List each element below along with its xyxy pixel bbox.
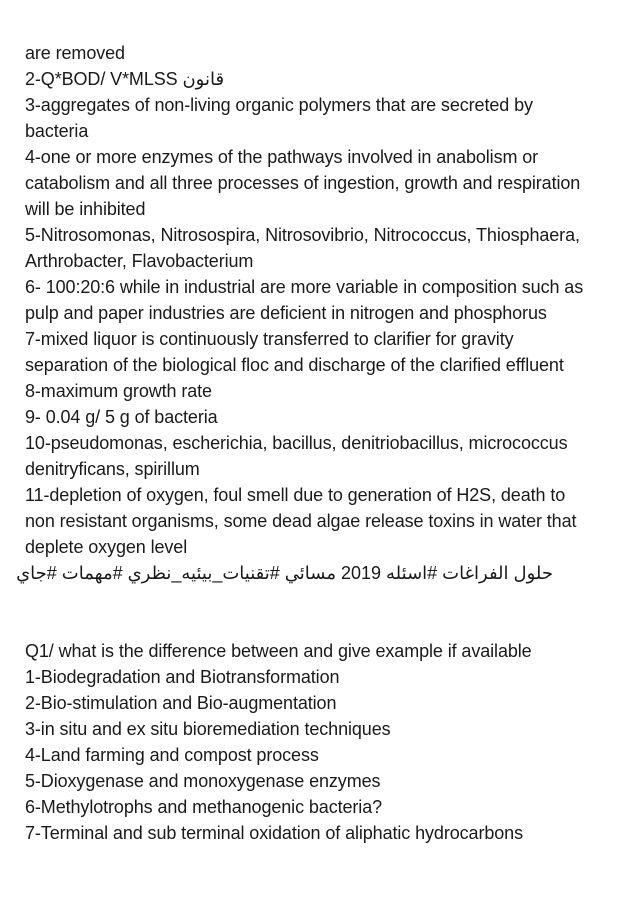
text-line: separation of the biological floc and discharge of the clarified effluent xyxy=(25,355,564,375)
question-item: 1-Biodegradation and Biotransformation xyxy=(25,667,340,687)
text-line: 8-maximum growth rate xyxy=(25,381,212,401)
text-line: 7-mixed liquor is continuously transferred to clarifier for gravity xyxy=(25,329,514,349)
text-line: 6- 100:20:6 while in industrial are more variable in composition such as xyxy=(25,277,584,297)
question-item: 7-Terminal and sub terminal oxidation of aliphatic hydrocarbons xyxy=(25,823,523,843)
question-heading: Q1/ what is the difference between and give example if available xyxy=(25,641,532,661)
text-line: 11-depletion of oxygen, foul smell due to generation of H2S, death to xyxy=(25,485,566,505)
hashtag-line: حلول الفراغات #اسئله 2019 مسائي #تقنيات_بيئيه_نظري #مهمات #جاي xyxy=(16,563,553,583)
text-line: 9- 0.04 g/ 5 g of bacteria xyxy=(25,407,218,427)
question-item: 4-Land farming and compost process xyxy=(25,745,319,765)
document-body xyxy=(16,40,625,846)
question-item: 5-Dioxygenase and monoxygenase enzymes xyxy=(25,771,381,791)
question-item: 6-Methylotrophs and methanogenic bacteria? xyxy=(25,797,383,817)
text-line: catabolism and all three processes of ingestion, growth and respiration xyxy=(25,173,581,193)
text-line: denitryficans, spirillum xyxy=(25,459,200,479)
formula-text: 2-Q*BOD/ V*MLSS xyxy=(25,69,178,89)
text-line: non resistant organisms, some dead algae release toxins in water that xyxy=(25,511,577,531)
text-line: 3-aggregates of non-living organic polymers that are secreted by xyxy=(25,95,533,115)
text-line-formula xyxy=(25,66,625,92)
spacer xyxy=(25,586,625,638)
text-line: will be inhibited xyxy=(25,199,146,219)
arabic-word: قانون xyxy=(182,69,225,89)
text-line: deplete oxygen level xyxy=(25,537,188,557)
question-item: 2-Bio-stimulation and Bio-augmentation xyxy=(25,693,337,713)
text-line: Arthrobacter, Flavobacterium xyxy=(25,251,254,271)
text-line: 5-Nitrosomonas, Nitrosospira, Nitrosovibrio, Nitrococcus, Thiosphaera, xyxy=(25,225,580,245)
text-line: bacteria xyxy=(25,121,89,141)
text-line: 4-one or more enzymes of the pathways involved in anabolism or xyxy=(25,147,539,167)
text-line: are removed xyxy=(25,43,125,63)
question-item: 3-in situ and ex situ bioremediation techniques xyxy=(25,719,391,739)
text-line: pulp and paper industries are deficient in nitrogen and phosphorus xyxy=(25,303,547,323)
text-line: 10-pseudomonas, escherichia, bacillus, denitriobacillus, micrococcus xyxy=(25,433,568,453)
